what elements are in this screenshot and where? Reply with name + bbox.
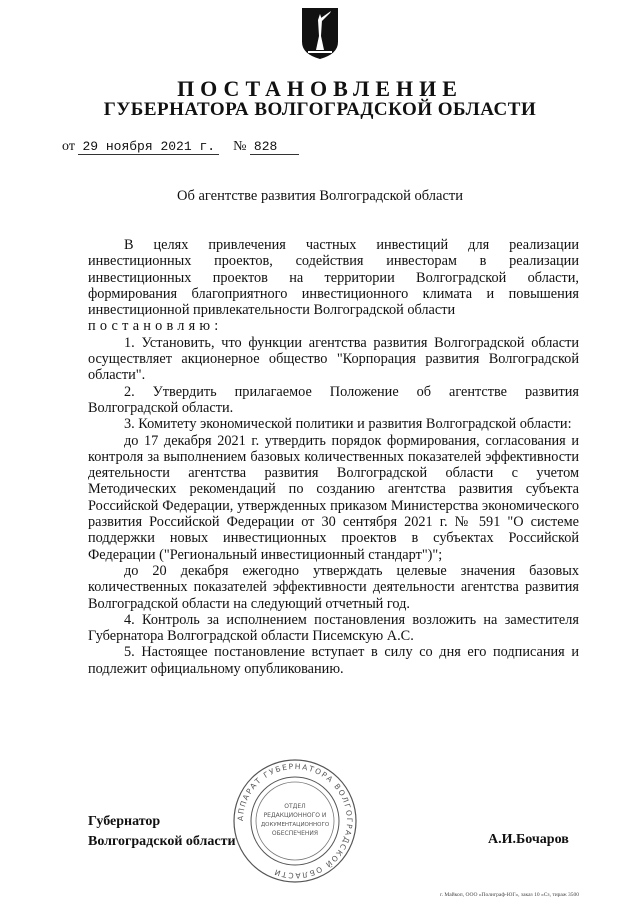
clause-3: 3. Комитету экономической политики и развития Волгоградской области: (124, 416, 572, 433)
document-subject: Об агентстве развития Волгоградской области (176, 188, 464, 204)
number-sign: № (233, 139, 247, 154)
document-issuer: ГУБЕРНАТОРА ВОЛГОГРАДСКОЙ ОБЛАСТИ (103, 99, 537, 120)
coat-of-arms-emblem (300, 6, 340, 60)
clause-3-item-1: до 17 декабря 2021 г. утвердить порядок формирования, согласования и контроля за выполнением базовых количественных показателей эффективности деятельности агентства развития Волгоградской области с учетом Методических рекомендаций по созданию агентства развития субъекта Российской Федерации, утвержденных приказом Министерства экономического развития Российской Федерации от 30 сентября 2021 г. № 591 "О системе поддержки новых инвестиционных проектов в субъектах Российской Федерации ("Региональный инвестиционный стандарт")"; (88, 432, 579, 563)
signatory-title: Губернатор (88, 814, 161, 829)
date-line (62, 139, 299, 155)
decree-word: постановляю: (88, 318, 223, 335)
clause-2: 2. Утвердить прилагаемое Положение об агентстве развития Волгоградской области. (88, 383, 579, 416)
stamp-line-4: ОБЕСПЕЧЕНИЯ (271, 830, 319, 837)
document-body (88, 237, 579, 677)
official-stamp (232, 758, 358, 884)
print-footer: г. Майкоп, ООО «Полиграф-ЮГ», заказ 10 «Сз, тираж 3500 (440, 892, 580, 898)
signatory-position (88, 812, 236, 852)
document-date: 29 ноября 2021 г. (78, 139, 219, 155)
document-number: 828 (250, 139, 299, 155)
clause-4: 4. Контроль за исполнением постановления возложить на заместителя Губернатора Волгоградской области Писемскую А.С. (88, 611, 579, 645)
stamp-line-1: ОТДЕЛ (284, 803, 306, 810)
svg-text:АППАРАТ ГУБЕРНАТОРА ВОЛГОГРАДС (236, 762, 354, 880)
signatory-name: А.И.Бочаров (488, 832, 569, 847)
preamble-paragraph: В целях привлечения частных инвестиций для реализации инвестиционных проектов, содействия инвесторам в реализации инвестиционных проектов на территории Волгоградской области, формирования благоприятного инвестиционного климата и повышения инвестиционной привлекательности Волгоградской области (88, 237, 579, 319)
stamp-line-3: ДОКУМЕНТАЦИОННОГО (260, 822, 330, 828)
stamp-outer-text: АППАРАТ ГУБЕРНАТОРА ВОЛГОГРАДСКОЙ ОБЛАСТИ (235, 761, 355, 881)
clause-1: 1. Установить, что функции агентства развития Волгоградской области осуществляет акционерное общество "Корпорация развития Волгоградской области". (88, 334, 579, 384)
stamp-line-2: РЕДАКЦИОННОГО И (263, 812, 327, 819)
date-prefix: от (62, 139, 75, 154)
document-title: ПОСТАНОВЛЕНИЕ (177, 76, 463, 101)
signatory-region: Волгоградской области (88, 834, 236, 849)
clause-5: 5. Настоящее постановление вступает в силу со дня его подписания и подлежит официальному опубликованию. (88, 644, 579, 677)
clause-3-item-2: до 20 декабря ежегодно утверждать целевые значения базовых количественных показателей эффективности деятельности агентства развития Волгоградской области на следующий отчетный год. (88, 562, 579, 612)
